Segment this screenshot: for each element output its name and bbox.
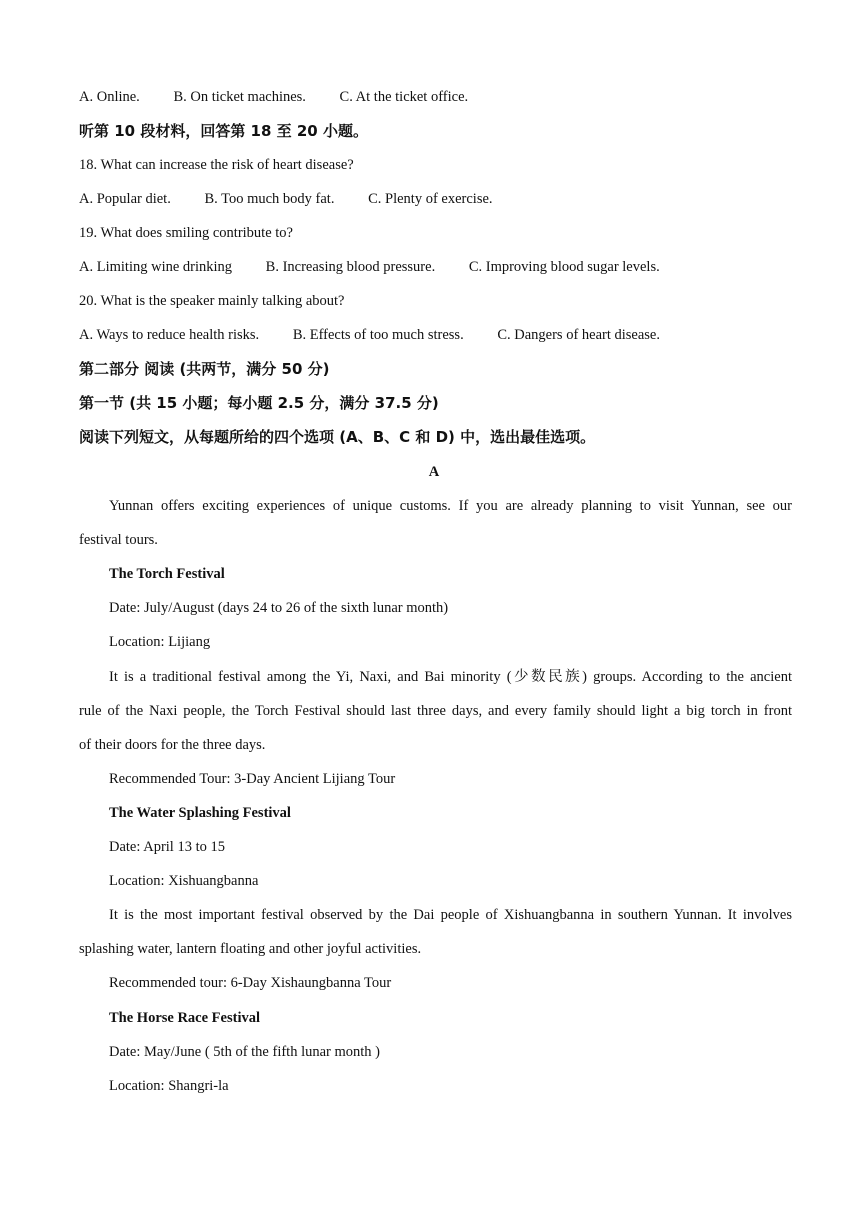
section-heading: 听第 10 段材料，回答第 18 至 20 小题。 [79, 122, 368, 140]
option-a: A. Ways to reduce health risks. [79, 327, 260, 343]
festival-date-water: Date: April 13 to 15 [109, 839, 225, 855]
question-19-stem: 19. What does smiling contribute to? [79, 225, 293, 241]
festival-title-torch: The Torch Festival [109, 566, 225, 582]
intro-line-2: festival tours. [79, 532, 158, 548]
festival-date-torch: Date: July/August (days 24 to 26 of the sixth lunar month) [109, 600, 449, 616]
festival-desc-torch-1: It is a traditional festival among the Yi, Naxi, and Bai minority (少数民族) groups. According to the ancient [109, 669, 792, 685]
festival-desc-water-1: It is the most important festival observed by the Dai people of Xishuangbanna in southern Yunnan. It involves [109, 907, 792, 923]
festival-tour-torch: Recommended Tour: 3-Day Ancient Lijiang Tour [109, 771, 396, 787]
option-a: A. Popular diet. [79, 191, 171, 207]
festival-tour-water: Recommended tour: 6-Day Xishaungbanna Tour [109, 975, 392, 991]
option-a: A. Online. [79, 89, 140, 105]
festival-location-water: Location: Xishuangbanna [109, 873, 259, 889]
option-c: C. Dangers of heart disease. [497, 327, 660, 343]
option-c: C. At the ticket office. [339, 89, 469, 105]
option-b: B. Increasing blood pressure. [265, 259, 436, 275]
option-c: C. Plenty of exercise. [368, 191, 493, 207]
part2-heading: 第二部分 阅读 (共两节，满分 50 分) [79, 360, 330, 378]
option-c: C. Improving blood sugar levels. [468, 259, 660, 275]
festival-title-water: The Water Splashing Festival [109, 805, 291, 821]
festival-desc-water-2: splashing water, lantern floating and other joyful activities. [79, 941, 422, 957]
instructions: 阅读下列短文，从每题所给的四个选项 (A、B、C 和 D) 中，选出最佳选项。 [79, 428, 596, 446]
question-19-options [79, 257, 792, 277]
festival-title-horse: The Horse Race Festival [109, 1010, 261, 1026]
option-b: B. On ticket machines. [173, 89, 306, 105]
question-18-options [79, 189, 792, 209]
option-a: A. Limiting wine drinking [79, 259, 233, 275]
option-b: B. Too much body fat. [204, 191, 335, 207]
festival-desc-torch-2: rule of the Naxi people, the Torch Festival should last three days, and every family should light a big torch in front [79, 703, 792, 719]
question-20-options [79, 325, 792, 345]
option-b: B. Effects of too much stress. [292, 327, 464, 343]
q17-options [79, 87, 792, 107]
festival-location-horse: Location: Shangri-la [109, 1078, 229, 1094]
festival-date-horse: Date: May/June ( 5th of the fifth lunar month ) [109, 1044, 381, 1060]
question-18-stem: 18. What can increase the risk of heart disease? [79, 157, 354, 173]
passage-label: A [428, 464, 440, 480]
festival-desc-torch-3: of their doors for the three days. [79, 737, 266, 753]
intro-line-1: Yunnan offers exciting experiences of unique customs. If you are already planning to visit Yunnan, see our [109, 498, 792, 514]
festival-location-torch: Location: Lijiang [109, 634, 211, 650]
section1-heading: 第一节 (共 15 小题；每小题 2.5 分，满分 37.5 分) [79, 394, 439, 412]
question-20-stem: 20. What is the speaker mainly talking about? [79, 293, 345, 309]
